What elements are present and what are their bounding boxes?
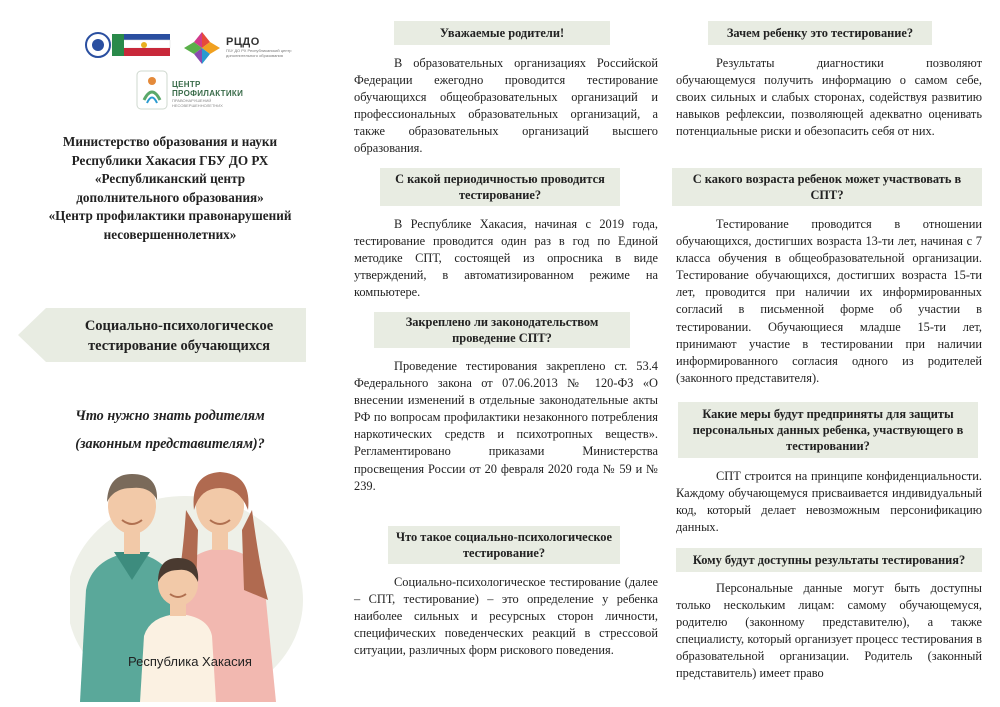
heading-data-protection: Какие меры будут предприняты для защиты персональных данных ребенка, участвующего в тестировании?: [678, 402, 978, 458]
rcdo-logo: [182, 30, 302, 66]
ministry-title: [30, 133, 310, 245]
banner-line: тестирование обучающихся: [88, 338, 270, 354]
paragraph-text: Проведение тестирования закреплено ст. 53.4 Федерального закона от 07.06.2013 № 120-ФЗ «О внесении изменений в отдельные законодательные акты РФ по вопросам профилактики незаконного потребления наркотических средств и психотропных веществ». Регламентировано приказами Министерства просвещения России от 20 февраля 2020 года № 59 и № 239.: [354, 359, 658, 493]
heading-legislation: Закреплено ли законодательством проведение СПТ?: [374, 312, 630, 348]
heading-why-test: Зачем ребенку это тестирование?: [708, 21, 932, 45]
logo-strip: [78, 22, 298, 112]
paragraph-text: СПТ строится на принципе конфиденциальности. Каждому обучающемуся присваивается индивидуальный код, который делает невозможным персонификацию данных.: [676, 469, 982, 535]
heading-results-access: Кому будут доступны результаты тестирования?: [676, 548, 982, 572]
cover-column: [0, 0, 340, 707]
heading-periodicity: С какой периодичностью проводится тестирование?: [380, 168, 620, 206]
paragraph-data-protection: [676, 468, 982, 536]
heading-what-is-spt: Что такое социально-психологическое тестирование?: [388, 526, 620, 564]
paragraph-text: В образовательных организациях Российской Федерации ежегодно проводится тестирование обучающихся общеобразовательных организаций и профессиональных образовательных организаций, а также образовательных организаций высшего образования.: [354, 56, 658, 156]
paragraph-what-is-spt: [354, 574, 658, 659]
paragraph-text: Тестирование проводится в отношении обучающихся, достигших возраста 13-ти лет, начиная с 7 класса обучения в общеобразовательной организации. Тестирование обучающихся, достигших возраста 15-ти лет, проводится при наличии их информированных согласий в письменной форме об участии в тестировании. Обучающиеся младше 15-ти лет, принимают участие в тестировании при наличии информированного согласия одного из родителей (законного представителя).: [676, 217, 982, 385]
paragraph-text: Персональные данные могут быть доступны только нескольким лицам: самому обучающемуся, родителю (законному представителю), а также специалисту, который организует процесс тестирования в образовательной организации. Родитель (законный представитель) имеет право: [676, 581, 982, 681]
center-logo: [136, 70, 260, 110]
center-title: ЦЕНТР ПРОФИЛАКТИКИ: [172, 80, 244, 98]
rcdo-mark-icon: [182, 30, 222, 66]
heading-age: С какого возраста ребенок может участвовать в СПТ?: [672, 168, 982, 206]
paragraph-text: Результаты диагностики позволяют обучающемуся получить информацию о самом себе, своих сильных и слабых сторонах, содействуя развитию навыков рефлексии, позволяющей адекватно оценивать потенциальные риски и обезопасить себя от них.: [676, 56, 982, 139]
ministry-line: Республики Хакасия ГБУ ДО РХ: [71, 152, 269, 168]
paragraph-periodicity: [354, 216, 658, 301]
ministry-line: дополнительного образования»: [76, 189, 264, 205]
ministry-line: «Центр профилактики правонарушений: [48, 208, 292, 224]
paragraph-age: [676, 216, 982, 387]
info-column-1: [348, 0, 660, 707]
question-line: Что нужно знать родителям: [75, 408, 265, 424]
region-label: Республика Хакасия: [128, 654, 252, 669]
paragraph-legislation: [354, 358, 658, 495]
rcdo-subtitle: ГБУ ДО РХ Республиканский центр дополнительного образования: [226, 48, 292, 58]
info-column-2: [672, 0, 984, 707]
paragraph-intro: [354, 55, 658, 158]
ministry-line: несовершеннолетних»: [103, 226, 237, 242]
paragraph-text: Социально-психологическое тестирование (далее – СПТ, тестирование) – это определение у ребенка наиболее сильных и ресурсных сторон личности, специфических поведенческих реакций в стрессовой ситуации, различных форм рискового поведения.: [354, 575, 658, 658]
ministry-line: Министерство образования и науки: [62, 134, 278, 149]
center-subtitle: ПРАВОНАРУШЕНИЙ НЕСОВЕРШЕННОЛЕТНИХ: [172, 98, 223, 108]
heading-dear-parents: Уважаемые родители!: [394, 21, 610, 45]
ministry-line: «Республиканский центр: [94, 171, 246, 187]
title-banner: [18, 308, 306, 362]
rcdo-title: РЦДО: [226, 36, 260, 48]
question-line: (законным представителям)?: [75, 436, 265, 452]
ministry-logo-icon: [84, 28, 174, 62]
banner-line: Социально-психологическое: [84, 318, 274, 334]
paragraph-why-test: [676, 55, 982, 140]
center-mark-icon: [136, 70, 168, 110]
paragraph-results-access: [676, 580, 982, 683]
paragraph-text: В Республике Хакасия, начиная с 2019 года, тестирование проводится один раз в год по Единой методике СПТ, состоящей из опросника в виде утверждений, в автоматизированном режиме на компьютере.: [354, 217, 658, 300]
